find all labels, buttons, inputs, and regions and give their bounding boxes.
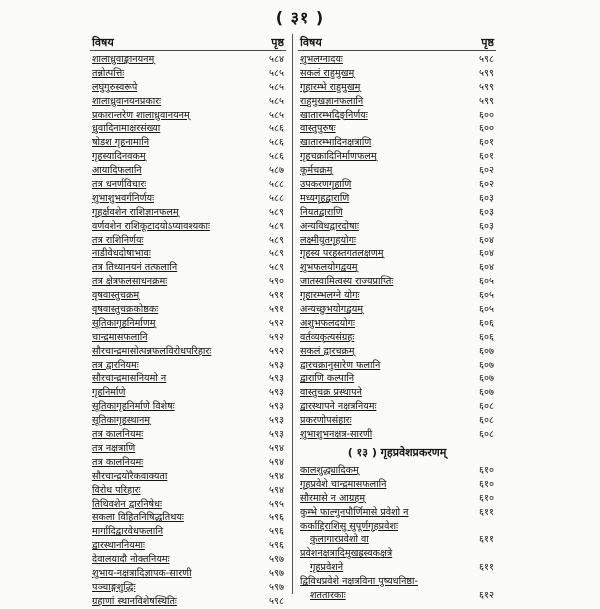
- entry-page: ६०३: [479, 206, 494, 218]
- index-entry: [298, 400, 496, 414]
- index-entry: [298, 67, 496, 81]
- index-entry: [90, 442, 286, 456]
- entry-page: ५९४: [269, 442, 284, 454]
- index-entry: [298, 561, 496, 575]
- entry-page: ६०३: [479, 192, 494, 204]
- index-entry: [90, 414, 286, 428]
- entry-page: ६११: [479, 534, 494, 546]
- index-entry: [90, 247, 286, 261]
- entry-subject: शुभाशुभनक्षत्र-सारणी: [300, 429, 373, 441]
- index-entry: [298, 95, 496, 109]
- entry-subject: गृहस्य परहस्तगतलक्षणम्: [300, 248, 384, 260]
- entry-subject: पञ्चाङ्गशुद्धिः: [92, 581, 136, 593]
- entry-page: ५९४: [269, 470, 284, 482]
- index-entry: [90, 303, 286, 317]
- index-entry: [90, 484, 286, 498]
- index-entry: [90, 81, 286, 95]
- entry-page: ५९२: [269, 317, 284, 329]
- entry-subject: सकलं राहुमुखम्: [300, 67, 355, 79]
- entry-page: ६०६: [479, 317, 494, 329]
- index-entry: [90, 95, 286, 109]
- entry-page: ६०७: [479, 373, 494, 385]
- entry-subject: गृहप्रवेशने: [310, 562, 344, 574]
- entry-subject: कुलागारप्रवेशो वा: [310, 534, 369, 546]
- entry-subject: शालाध्रुवाङ्कानयनम्: [92, 54, 155, 65]
- entry-subject: खातारम्भादिनक्षत्राणि: [300, 137, 372, 149]
- index-entry: [298, 247, 496, 261]
- entry-subject: उपकरणगृहाणि: [300, 179, 352, 191]
- index-entry: [90, 456, 286, 470]
- entry-page: ५८६: [269, 123, 284, 135]
- index-entry: [298, 192, 496, 206]
- index-entry: [298, 53, 496, 67]
- index-entry: [90, 386, 286, 400]
- entry-page: ५९१: [269, 290, 284, 302]
- index-entry: [90, 206, 286, 220]
- index-entry: [90, 331, 286, 345]
- index-entry: [298, 136, 496, 150]
- entry-page: ५९४: [269, 484, 284, 496]
- entry-page: ५८९: [269, 262, 284, 274]
- entry-subject: प्रकरणोपसंहारः: [300, 415, 352, 427]
- index-entry: [90, 317, 286, 331]
- entry-subject: द्वारस्थापने नक्षत्रनियमः: [300, 401, 377, 413]
- entry-subject: षोडश गृहनामानि: [92, 137, 150, 149]
- entry-page: ६०१: [479, 151, 494, 163]
- index-entry: [90, 345, 286, 359]
- entry-page: ५८८: [269, 179, 284, 191]
- entry-page: ६०४: [479, 234, 494, 246]
- entry-subject: लघुगुरुस्वरूपे: [92, 81, 138, 93]
- entry-subject: मध्यगृहद्वाराणि: [300, 192, 350, 204]
- entry-page: ५९९: [479, 81, 494, 93]
- index-entry: [298, 122, 496, 136]
- entry-subject: कूर्मचक्रम्: [300, 165, 333, 177]
- entry-subject: अन्यच्छुभयोगद्वयम्: [300, 304, 363, 316]
- entry-page: ५९६: [269, 512, 284, 524]
- entry-page: ५९२: [269, 345, 284, 357]
- index-entry: [298, 275, 496, 289]
- entry-page: ५८५: [269, 95, 284, 107]
- entry-page: ५९३: [269, 359, 284, 371]
- entry-page: ६१२: [479, 589, 494, 601]
- entry-subject: शालाध्रुवानयनप्रकारः: [92, 95, 162, 107]
- entry-page: ६०७: [479, 345, 494, 357]
- entry-page: ६०४: [479, 262, 494, 274]
- entry-subject: गृहप्रवेशे चान्द्रमासफलानि: [300, 478, 387, 490]
- entry-subject: द्वारस्थाननियमाः: [92, 540, 145, 552]
- entry-subject: प्रवेशनक्षत्रादिमुखह्रस्वकक्षत्रे: [300, 548, 393, 560]
- entry-page: ५८९: [269, 206, 284, 218]
- entry-page: ५८५: [269, 81, 284, 93]
- index-entry: [298, 372, 496, 386]
- index-entry: [298, 589, 496, 603]
- entry-page: ५८८: [269, 192, 284, 204]
- index-entry: [298, 520, 496, 534]
- index-entry: [90, 498, 286, 512]
- index-entry: [90, 150, 286, 164]
- left-column: [90, 34, 286, 609]
- entry-page: ६०१: [479, 137, 494, 149]
- index-entry: [90, 595, 286, 609]
- index-entry: [298, 345, 496, 359]
- index-entry: [90, 178, 286, 192]
- index-entry: [298, 109, 496, 123]
- entry-page: ५९५: [269, 498, 284, 510]
- entry-page: ५९७: [269, 554, 284, 566]
- index-entry: [90, 53, 286, 67]
- index-entry: [298, 428, 496, 442]
- entry-subject: लक्ष्मीयुतगृहयोगः: [300, 234, 356, 246]
- entry-page: ५९३: [269, 373, 284, 385]
- entry-page: ६०३: [479, 220, 494, 232]
- index-entry: [90, 511, 286, 525]
- index-entry: [298, 289, 496, 303]
- entry-page: ६०४: [479, 248, 494, 260]
- entry-subject: सौरचान्द्रयोरैकवाक्यता: [92, 470, 168, 482]
- entry-subject: जातस्वामित्वस्य राज्यप्राप्तिः: [300, 276, 394, 288]
- entry-subject: विरोध परिहारः: [92, 484, 141, 496]
- index-entry: [90, 553, 286, 567]
- entry-subject: द्विविधप्रवेशे नक्षत्रविना पुष्यधनिष्ठा-: [300, 576, 418, 588]
- left-entries: [90, 53, 286, 609]
- entry-subject: तत्र तिथ्यानयनं तत्फलानि: [92, 262, 178, 274]
- entry-subject: आयादिफलानि: [92, 165, 142, 177]
- entry-subject: तन्नोत्पत्तिः: [92, 67, 125, 79]
- entry-page: ६००: [479, 109, 494, 121]
- entry-subject: अन्यविधद्वारदोषाः: [300, 220, 359, 232]
- index-entry: [90, 220, 286, 234]
- entry-subject: वृषवास्तुचक्रकोष्ठकः: [92, 304, 159, 316]
- entry-page: ५९३: [269, 387, 284, 399]
- entry-subject: शुभफलयोगद्वयम्: [300, 262, 358, 274]
- index-entry: [298, 575, 496, 589]
- entry-subject: ध्रुवादिनामाक्षरसंख्या: [92, 123, 161, 135]
- entry-subject: गृहारम्भलग्ने योगः: [300, 290, 360, 302]
- page-number: ( ३१ ): [275, 8, 325, 27]
- index-entry: [298, 359, 496, 373]
- entry-subject: तिथिवशेन द्वारनिषेधः: [92, 498, 162, 510]
- entry-subject: वृषवास्तुचक्रम्: [92, 290, 140, 302]
- entry-subject: ग्रहाणां स्थानविशेषस्थितिः: [92, 595, 177, 607]
- index-entry: [298, 234, 496, 248]
- index-entry: [90, 136, 286, 150]
- entry-subject: तत्र कालनियमः: [92, 456, 144, 468]
- entry-page: ६०२: [479, 165, 494, 177]
- entry-page: ५९६: [269, 540, 284, 552]
- entry-subject: वर्तव्यकृत्यसंग्रहः: [300, 331, 355, 343]
- index-entry: [298, 261, 496, 275]
- right-entries: [298, 53, 496, 442]
- entry-page: ६११: [479, 562, 494, 574]
- index-entry: [298, 81, 496, 95]
- subject-header: विषय: [92, 36, 114, 49]
- entry-subject: शुभाशुभवर्गनिर्णयः: [92, 192, 155, 204]
- entry-page: ५९९: [479, 95, 494, 107]
- index-entry: [298, 206, 496, 220]
- entry-subject: सूतिकागृहनिर्माणम्: [92, 317, 156, 329]
- entry-subject: सौरमासे न आग्रहम्: [300, 492, 366, 504]
- index-entry: [298, 464, 496, 478]
- entry-page: ५९८: [269, 595, 284, 607]
- index-entry: [298, 331, 496, 345]
- entry-subject: तत्र कालनियमः: [92, 429, 144, 441]
- entry-page: ६०८: [479, 401, 494, 413]
- index-entry: [90, 234, 286, 248]
- entry-page: ६१०: [479, 478, 494, 490]
- entry-page: ५८९: [269, 220, 284, 232]
- entry-subject: वास्तुपुरुषः: [300, 123, 336, 135]
- index-entry: [298, 164, 496, 178]
- index-entry: [298, 178, 496, 192]
- entry-subject: गृहारम्भे राहुमुखम्: [300, 81, 361, 93]
- right-column-header: [298, 34, 496, 51]
- entry-page: ५८९: [269, 248, 284, 260]
- index-entry: [298, 220, 496, 234]
- index-entry: [298, 478, 496, 492]
- entry-subject: वास्तुचक्र प्रस्थापने: [300, 387, 362, 399]
- entry-page: ५९१: [269, 304, 284, 316]
- entry-subject: शततारकाः: [310, 589, 346, 601]
- page-header: पृष्ठ: [271, 36, 284, 49]
- entry-subject: अशुभफलदयोगः: [300, 317, 355, 329]
- entry-subject: कालशुद्ध्यादिकम्: [300, 464, 359, 476]
- entry-subject: तत्र राशिनिर्णयः: [92, 234, 144, 246]
- entry-page: ६१०: [479, 492, 494, 504]
- entry-page: ५९३: [269, 429, 284, 441]
- section-title: ( १३ ) गृहप्रवेशप्रकरणम्: [347, 445, 447, 459]
- entry-subject: नाडीवेधदोषाभावः: [92, 248, 151, 260]
- entry-subject: प्रकारान्तरेण शालाध्रुवानयनम्: [92, 109, 190, 121]
- entry-page: ५८५: [269, 109, 284, 121]
- index-entry: [90, 400, 286, 414]
- entry-page: ६१०: [479, 464, 494, 476]
- entry-subject: देवालयादौ नोक्तनियमः: [92, 554, 170, 566]
- entry-subject: शुभाय-नक्षत्रादिज्ञापक-सारणी: [92, 567, 192, 579]
- entry-subject: सूतिकागृहनिर्माणे विशेषः: [92, 401, 175, 413]
- entry-page: ६००: [479, 123, 494, 135]
- index-entry: [90, 67, 286, 81]
- index-entry: [298, 533, 496, 547]
- right-entries-section: [298, 464, 496, 603]
- index-entry: [90, 470, 286, 484]
- entry-subject: तत्र द्वारनियमः: [92, 359, 139, 371]
- index-entry: [90, 109, 286, 123]
- index-entry: [90, 372, 286, 386]
- index-entry: [298, 547, 496, 561]
- index-entry: [90, 275, 286, 289]
- entry-page: ५९६: [269, 526, 284, 538]
- entry-subject: कुम्भे फाल्गुनपौर्णिमासे प्रवेशो न: [300, 506, 409, 518]
- index-entry: [90, 428, 286, 442]
- entry-page: ६०७: [479, 387, 494, 399]
- entry-subject: वर्णवशेन राशिकूटादयोऽप्यावश्यकाः: [92, 220, 210, 232]
- entry-subject: तत्र नक्षत्राणि: [92, 442, 136, 454]
- index-entry: [90, 525, 286, 539]
- index-entry: [298, 386, 496, 400]
- page-header: पृष्ठ: [481, 36, 494, 49]
- entry-subject: सूतिकागृहस्थानम्: [92, 415, 151, 427]
- entry-page: ६०८: [479, 429, 494, 441]
- index-entry: [90, 539, 286, 553]
- index-entry: [90, 567, 286, 581]
- entry-subject: कर्काद्दिराशिसु सुपूर्णगृहप्रवेशः: [300, 520, 398, 532]
- entry-page: ६०५: [479, 276, 494, 288]
- entry-page: ५९८: [479, 54, 494, 65]
- column-divider: [292, 34, 293, 594]
- entry-subject: गृहनिर्माणे: [92, 387, 126, 399]
- index-entry: [90, 289, 286, 303]
- entry-page: ५९७: [269, 567, 284, 579]
- entry-subject: सौरचान्द्रमासोत्पन्नफलविरोधपरिहारः: [92, 345, 212, 357]
- index-entry: [90, 581, 286, 595]
- entry-subject: गृहचक्रादिनिर्माणफलम्: [300, 151, 377, 163]
- entry-subject: राहुमुखज्ञानफलानि: [300, 95, 364, 107]
- entry-subject: शुभलग्नादयः: [300, 54, 343, 65]
- entry-subject: सौरचान्द्रमासनियमो न: [92, 373, 167, 385]
- entry-page: ६०२: [479, 179, 494, 191]
- entry-page: ५९०: [269, 276, 284, 288]
- entry-page: ६०५: [479, 290, 494, 302]
- entry-subject: द्वारचक्रानुसारेण फलानि: [300, 359, 381, 371]
- left-column-header: [90, 34, 286, 51]
- entry-subject: सकलं द्वारचक्रम्: [300, 345, 355, 357]
- entry-subject: नियतद्वाराणि: [300, 206, 343, 218]
- entry-page: ६०८: [479, 415, 494, 427]
- entry-page: ५८६: [269, 151, 284, 163]
- entry-page: ६०७: [479, 359, 494, 371]
- entry-page: ६०६: [479, 331, 494, 343]
- index-entry: [298, 317, 496, 331]
- entry-subject: गृहस्यादिनवकम्: [92, 151, 146, 163]
- entry-subject: चान्द्रमासफलानि: [92, 331, 148, 343]
- entry-page: ५९७: [269, 581, 284, 593]
- entry-subject: सकला विहितनिषिद्धतिथयः: [92, 512, 184, 524]
- entry-page: ६११: [479, 506, 494, 518]
- entry-page: ५९२: [269, 331, 284, 343]
- subject-header: विषय: [300, 36, 322, 49]
- entry-page: ५९४: [269, 456, 284, 468]
- entry-page: ५८५: [269, 67, 284, 79]
- index-entry: [90, 122, 286, 136]
- index-entry: [298, 506, 496, 520]
- entry-subject: मार्गादिद्वारवेधफलानि: [92, 526, 164, 538]
- index-entry: [90, 192, 286, 206]
- entry-subject: द्वाराणि कल्पानि: [300, 373, 355, 385]
- index-entry: [90, 164, 286, 178]
- entry-page: ५९९: [479, 67, 494, 79]
- entry-subject: तत्र क्षेत्रफलसाधनक्रमः: [92, 276, 168, 288]
- entry-page: ५८६: [269, 137, 284, 149]
- entry-page: ५९३: [269, 401, 284, 413]
- index-entry: [298, 414, 496, 428]
- entry-page: ५८९: [269, 234, 284, 246]
- entry-subject: गृहर्क्षवशेन राशिज्ञानफलम्: [92, 206, 179, 218]
- index-entry: [298, 303, 496, 317]
- entry-page: ५९३: [269, 415, 284, 427]
- right-column: [298, 34, 496, 603]
- entry-subject: खातारम्भदिङ्निर्णयः: [300, 109, 368, 121]
- index-entry: [90, 359, 286, 373]
- entry-page: ५८७: [269, 165, 284, 177]
- entry-page: ६०५: [479, 304, 494, 316]
- index-entry: [298, 150, 496, 164]
- index-entry: [90, 261, 286, 275]
- entry-page: ५८४: [269, 54, 284, 65]
- entry-subject: तत्र धनर्णविचारः: [92, 179, 147, 191]
- index-entry: [298, 492, 496, 506]
